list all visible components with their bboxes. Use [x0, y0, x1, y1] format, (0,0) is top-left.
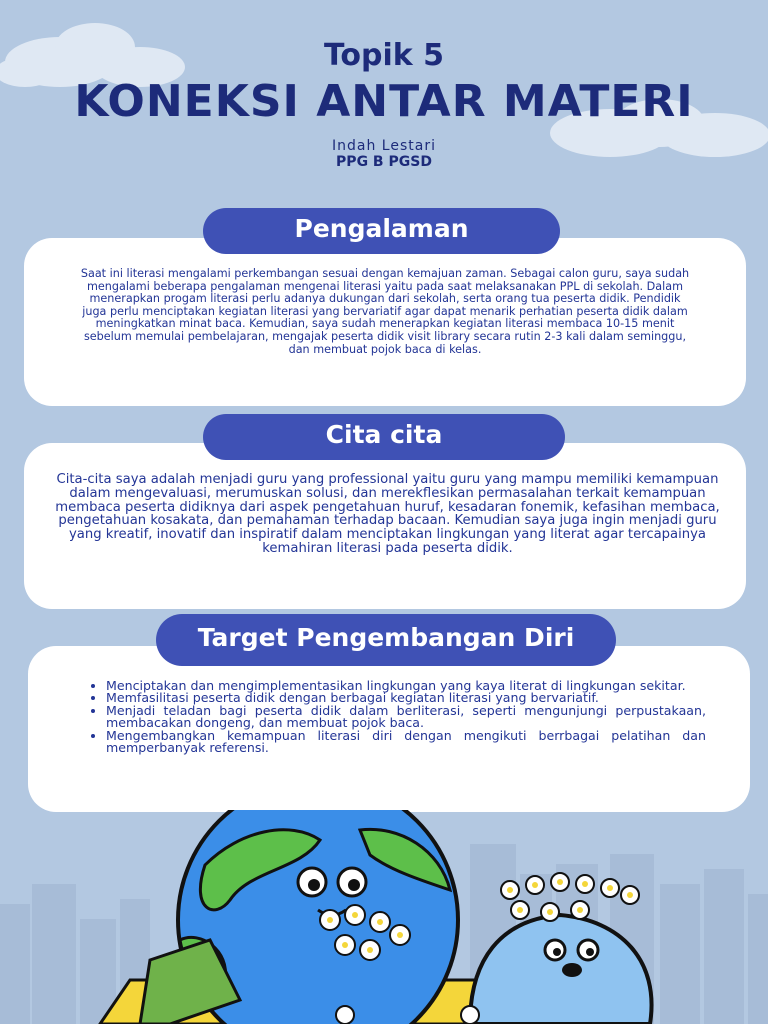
experience-heading: Pengalaman	[203, 208, 560, 254]
target-list	[88, 680, 706, 754]
aspiration-text: Cita-cita saya adalah menjadi guru yang professional yaitu guru yang mampu memiliki kemampuan dalam mengevaluasi, merumuskan solusi, dan merekflesikan permasalahan terkait kemampuan membaca peserta didiknya dari aspek pengetahuan huruf, kesadaran fonemik, kefasihan membaca, pengetahuan kosakata, dan pemahaman terhadap bacaan. Kemudian saya juga ingin menjadi guru yang kreatif, inovatif dan inspiratif dalam menciptakan lingkungan yang literat agar tercapainya kemahiran literasi pada peserta didik.	[55, 472, 720, 556]
experience-text: Saat ini literasi mengalami perkembangan sesuai dengan kemajuan zaman. Sebagai calon guru, saya sudah mengalami beberapa pengalaman mengenai literasi yaitu pada saat melaksanakan PPL di sekolah. Dalam menerapkan progam literasi perlu adanya dukungan dari sekolah, serta orang tua peserta didik. Pendidik juga perlu menciptakan kegiatan literasi yang bervariatif agar dapat menarik perhatian peserta didik dalam meningkatkan minat baca. Kemudian, saya sudah menerapkan kegiatan literasi membaca 10-15 menit sebelum memulai pembelajaran, mengajak peserta didik visit library secara rutin 2-3 kali dalam seminggu, dan membuat pojok baca di kelas.	[80, 267, 690, 356]
list-item: • Menciptakan dan mengimplementasikan lingkungan yang kaya literat di lingkungan sekitar.	[106, 680, 706, 692]
list-item: • Memfasilitasi peserta didik dengan berbagai kegiatan literasi yang bervariatif.	[106, 692, 706, 704]
topic-label: Topik 5	[323, 38, 445, 73]
aspiration-heading: Cita cita	[203, 414, 565, 460]
target-heading: Target Pengembangan Diri	[156, 614, 616, 666]
blue-creature-icon	[470, 915, 652, 1024]
author-name: Indah Lestari	[332, 138, 436, 154]
page-title: KONEKSI ANTAR MATERI	[74, 76, 694, 127]
list-item: • Mengembangkan kemampuan literasi diri dengan mengikuti berrbagai pelatihan dan memperbanyak referensi.	[106, 730, 706, 755]
illustration	[0, 810, 768, 1024]
program-label: PPG B PGSD	[336, 154, 432, 170]
list-item: • Menjadi teladan bagi peserta didik dalam berliterasi, seperti mengunjungi perpustakaan, membacakan dongeng, dan membuat pojok baca.	[106, 705, 706, 730]
